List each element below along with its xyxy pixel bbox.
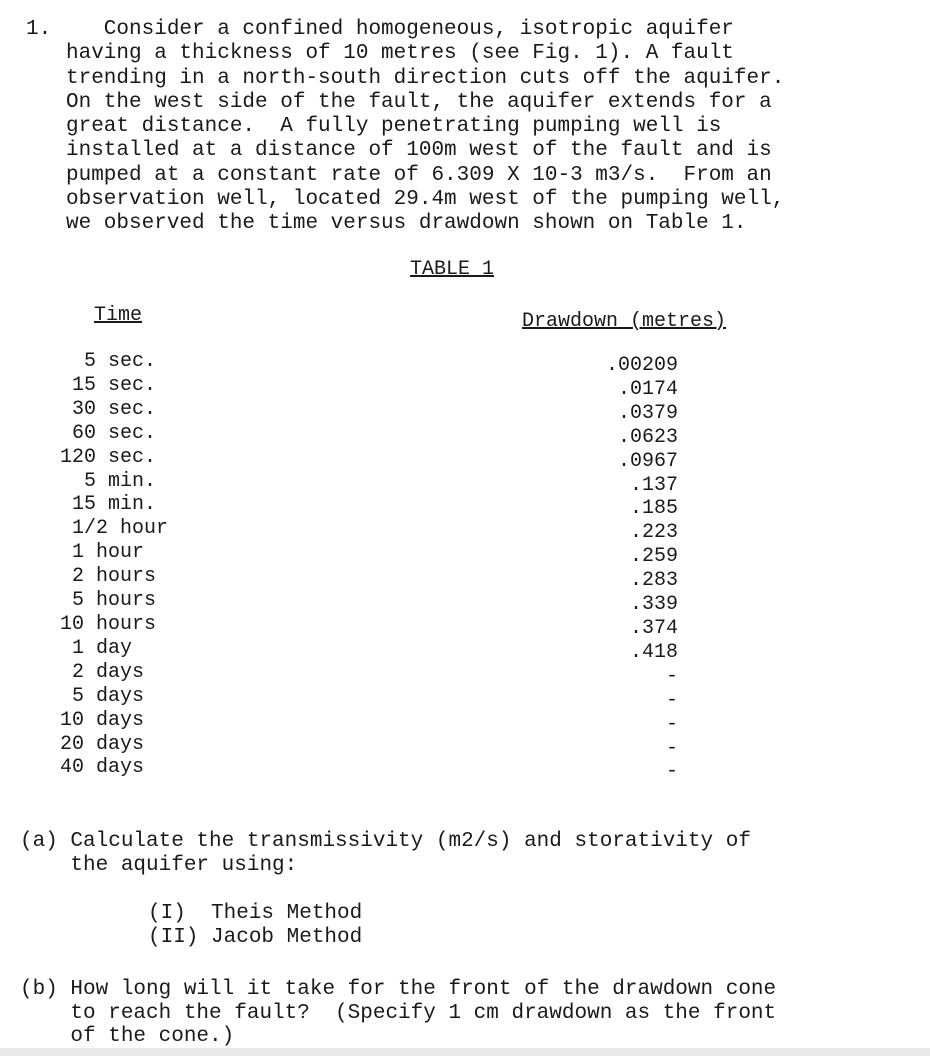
time-cell: 10 days bbox=[60, 708, 145, 732]
method-list bbox=[148, 902, 362, 949]
drawdown-column-header: Drawdown (metres) bbox=[522, 310, 727, 333]
time-cell: 15 sec. bbox=[60, 373, 157, 397]
time-cell: 30 sec. bbox=[60, 397, 157, 421]
part-a-line: the aquifer using: bbox=[20, 853, 298, 877]
drawdown-cell: .223 bbox=[629, 521, 678, 545]
scan-edge bbox=[0, 1048, 930, 1056]
part-b-line: (b) How long will it take for the front of the drawdown cone bbox=[20, 978, 777, 1001]
table-title: TABLE 1 bbox=[410, 258, 495, 281]
part-a-line: (a) Calculate the transmissivity (m2/s) and storativity of bbox=[20, 830, 751, 853]
drawdown-cell: .137 bbox=[629, 473, 678, 497]
question-intro bbox=[66, 18, 886, 237]
question-number: 1. bbox=[26, 18, 52, 41]
drawdown-cell: .185 bbox=[629, 497, 678, 521]
time-cell: 10 hours bbox=[60, 612, 157, 636]
intro-line: trending in a north-south direction cuts off the aquifer. bbox=[66, 66, 785, 90]
time-cell: 5 min. bbox=[60, 469, 157, 493]
drawdown-cell: .0379 bbox=[617, 401, 678, 425]
drawdown-cell: - bbox=[665, 664, 678, 688]
intro-line: installed at a distance of 100m west of the fault and is bbox=[66, 139, 772, 163]
time-cell: 15 min. bbox=[60, 493, 157, 517]
drawdown-cell: .00209 bbox=[605, 354, 678, 377]
part-b-line: of the cone.) bbox=[20, 1025, 235, 1048]
drawdown-cell: .339 bbox=[629, 593, 678, 617]
drawdown-cell: - bbox=[665, 736, 678, 760]
part-b bbox=[20, 978, 910, 1049]
time-cell: 1 day bbox=[60, 636, 133, 660]
intro-line: we observed the time versus drawdown shown on Table 1. bbox=[66, 212, 747, 236]
time-cell: 120 sec. bbox=[60, 445, 157, 469]
drawdown-cell: - bbox=[665, 760, 678, 784]
time-cell: 1 hour bbox=[60, 541, 145, 565]
drawdown-cell: .0174 bbox=[617, 377, 678, 401]
intro-line: observation well, located 29.4m west of the pumping well, bbox=[66, 188, 785, 212]
method-item: (I) Theis Method bbox=[148, 902, 363, 925]
part-b-line: to reach the fault? (Specify 1 cm drawdown as the front bbox=[20, 1001, 777, 1025]
time-cell: 5 days bbox=[60, 684, 145, 708]
intro-line: Consider a confined homogeneous, isotropic aquifer bbox=[66, 18, 734, 41]
drawdown-cell: - bbox=[665, 688, 678, 712]
drawdown-cell: .259 bbox=[629, 545, 678, 569]
time-cell: 5 hours bbox=[60, 589, 157, 613]
time-cell: 20 days bbox=[60, 732, 145, 756]
time-cell: 5 sec. bbox=[60, 350, 157, 373]
drawdown-cell: .418 bbox=[629, 640, 678, 664]
intro-line: pumped at a constant rate of 6.309 X 10-3 m3/s. From an bbox=[66, 163, 772, 187]
part-a bbox=[20, 830, 910, 877]
intro-line: having a thickness of 10 metres (see Fig. 1). A fault bbox=[66, 42, 734, 66]
time-cell: 60 sec. bbox=[60, 421, 157, 445]
drawdown-cell: - bbox=[665, 712, 678, 736]
intro-line: great distance. A fully penetrating pumping well is bbox=[66, 115, 722, 139]
drawdown-cell: .0623 bbox=[617, 425, 678, 449]
time-cell: 2 hours bbox=[60, 565, 157, 589]
time-cell: 1/2 hour bbox=[60, 517, 169, 541]
drawdown-cell: .374 bbox=[629, 616, 678, 640]
time-column-header: Time bbox=[94, 304, 143, 327]
drawdown-cell: .0967 bbox=[617, 449, 678, 473]
time-cell: 2 days bbox=[60, 660, 145, 684]
drawdown-column bbox=[588, 354, 698, 784]
method-item: (II) Jacob Method bbox=[148, 925, 363, 949]
intro-line: On the west side of the fault, the aquifer extends for a bbox=[66, 90, 772, 114]
time-cell: 40 days bbox=[60, 756, 145, 780]
drawdown-cell: .283 bbox=[629, 569, 678, 593]
time-column bbox=[60, 350, 260, 780]
